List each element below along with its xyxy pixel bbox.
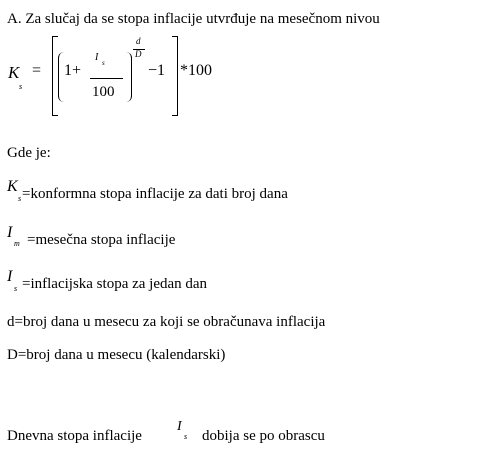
ks-definition-text: =konformna stopa inflacije za dati broj dana xyxy=(22,186,288,202)
daily-rate-sentence xyxy=(7,418,477,448)
fraction-bar xyxy=(90,78,123,79)
daily-rate-text-before: Dnevna stopa inflacije xyxy=(7,428,142,444)
outer-right-bracket xyxy=(172,36,178,116)
D-definition: D=broj dana u mesecu (kalendarski) xyxy=(7,347,226,363)
inner-right-paren xyxy=(125,52,132,102)
formula-denominator: 100 xyxy=(92,84,115,100)
im-symbol: I xyxy=(7,224,13,241)
daily-rate-subscript: s xyxy=(184,432,188,441)
conformal-rate-formula xyxy=(0,30,240,130)
is-definition-text: =inflacijska stopa za jedan dan xyxy=(22,276,208,292)
d-definition: d=broj dana u mesecu za koji se obračunava inflacija xyxy=(7,314,326,330)
formula-numerator-i: I xyxy=(95,52,99,63)
im-subscript: m xyxy=(14,239,20,248)
formula-exponent-d: d xyxy=(136,36,141,46)
formula-exponent-D: D xyxy=(135,49,142,59)
im-definition-text: =mesečna stopa inflacije xyxy=(27,232,176,248)
ks-symbol: K xyxy=(7,178,18,195)
formula-numerator-sub: s xyxy=(102,59,105,67)
heading: A. Za slučaj da se stopa inflacije utvrđuje na mesečnom nivou xyxy=(7,11,380,27)
daily-rate-text-after: dobija se po obrascu xyxy=(202,428,325,444)
formula-k-subscript: s xyxy=(19,82,23,91)
formula-minus-one: −1 xyxy=(148,62,166,79)
formula-equals: = xyxy=(32,62,42,79)
ks-subscript: s xyxy=(18,194,22,203)
gde-je: Gde je: xyxy=(7,145,51,161)
is-subscript: s xyxy=(14,284,18,293)
daily-rate-symbol: I xyxy=(177,419,182,434)
formula-one-plus: 1+ xyxy=(64,62,82,79)
formula-times-100: *100 xyxy=(180,62,212,79)
formula-k-symbol: K xyxy=(8,63,20,82)
is-symbol: I xyxy=(7,268,13,285)
